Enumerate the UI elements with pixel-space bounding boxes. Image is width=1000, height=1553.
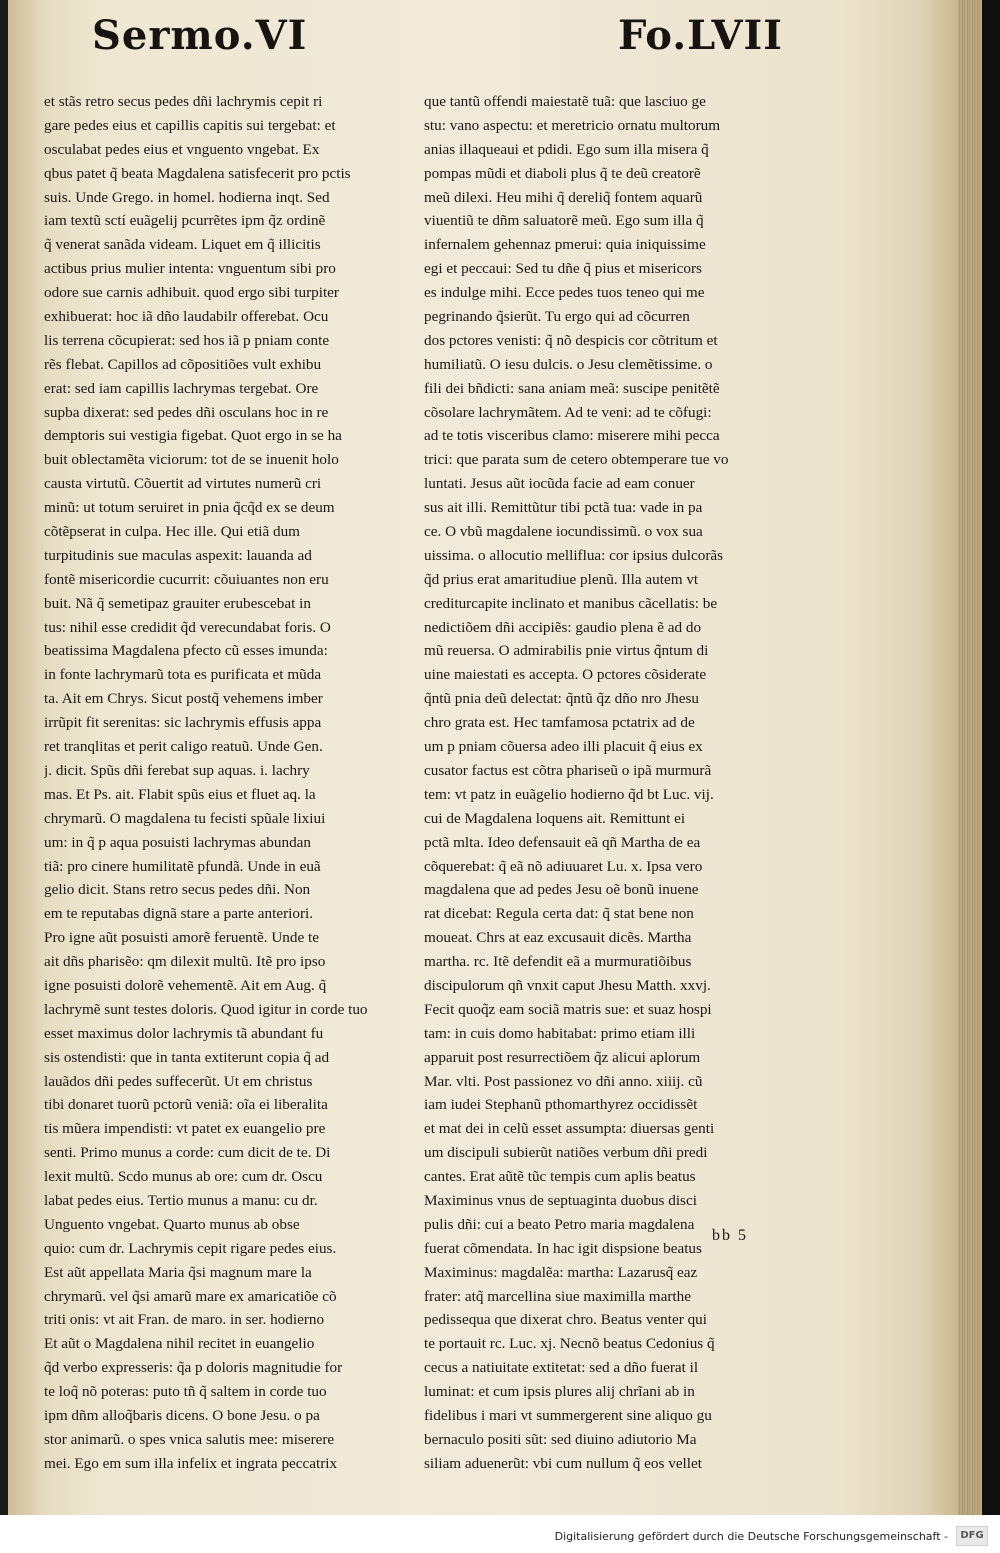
text-line: labat pedes eius. Tertio munus a manu: cu dr. (44, 1191, 318, 1209)
text-line: humiliatũ. O iesu dulcis. o Jesu clemẽtissime. o (424, 355, 713, 373)
text-line: sis ostendisti: que in tanta extiterunt copia q̃ ad (44, 1048, 330, 1066)
text-line: causta virtutũ. Cõuertit ad virtutes numerũ cri (44, 475, 322, 493)
text-line: ta. Ait em Chrys. Sicut postq̃ vehemens imber (44, 690, 323, 708)
text-line: te loq̃ nõ poteras: puto tñ q̃ saltem in corde tuo (44, 1383, 327, 1401)
text-line: pompas mũdi et diaboli plus q̃ te deũ creatorẽ (424, 164, 701, 182)
text-line: te portauit rc. Luc. xj. Necnõ beatus Cedonius q̃ (424, 1335, 715, 1353)
text-line: stu: vano aspectu: et meretricio ornatu multorum (424, 116, 721, 134)
text-line: que tantũ offendi maiestatẽ tuã: que lasciuo ge (424, 93, 706, 110)
text-line: tem: vt patz in euãgelio hodierno q̃d bt Luc. vij. (424, 785, 714, 803)
text-line: iam textũ sctí euãgelij pcurrẽtes ipm q̃z ordinẽ (44, 212, 326, 230)
text-line: exhibuerat: hoc iã dño laudabilr offerebat. Ocu (44, 308, 329, 326)
text-line: stor animarũ. o spes vnica salutis mee: miserere (44, 1430, 335, 1448)
text-line: rat dicebat: Regula certa dat: q̃ stat bene non (424, 905, 694, 923)
text-line: lexit multũ. Scdo munus ab ore: cum dr. Oscu (44, 1168, 323, 1186)
text-line: turpitudinis sue maculas aspexit: lauanda ad (44, 546, 312, 564)
text-line: mũ reuersa. O admirabilis pnie virtus q̃ntum di (424, 642, 709, 660)
text-line: actibus prius mulier intenta: vnguentum sibi pro (44, 260, 336, 278)
text-line: meũ dilexi. Heu mihi q̃ dereliq̃ fontem aquarũ (424, 188, 703, 206)
text-line: es indulge mihi. Ecce pedes tuos teneo qui me (424, 284, 705, 302)
text-line: Mar. vlti. Post passionez vo dñi anno. xiiij. cũ (424, 1072, 703, 1090)
text-line: ait dñs pharisẽo: qm dilexit multũ. Itẽ pro ipso (44, 953, 326, 971)
text-line: ret tranqlitas et perit caligo reatuũ. Unde Gen. (44, 738, 323, 756)
text-line: Maximinus: magdalẽa: martha: Lazarusq̃ eaz (424, 1263, 698, 1281)
text-line: ce. O vbũ magdalene iocundissimũ. o vox sua (424, 523, 703, 541)
text-line: tus: nihil esse credidit q̃d verecundabat foris. O (44, 618, 331, 636)
text-line: fili dei bñdicti: sana aniam meã: suscipe penitẽtẽ (424, 379, 720, 397)
text-line: q̃ venerat sanãda videam. Liquet em q̃ illicitis (44, 236, 321, 254)
binding-shadow (982, 0, 1000, 1515)
text-line: moueat. Chrs at eaz excusauit dicẽs. Martha (424, 929, 692, 947)
text-line: luminat: et cum ipsis plures alij chrĩani ab in (424, 1383, 695, 1401)
text-line: dos pctores venisti: q̃ nõ despicis cor cõtritum et (424, 331, 718, 349)
text-line: bernaculo positi sũt: sed diuino adiutorio Ma (424, 1430, 697, 1448)
text-line: j. dicit. Spũs dñi ferebat sup aquas. i. lachry (44, 761, 310, 779)
text-line: erat: sed iam capillis lachrymas tergebat. Ore (44, 379, 319, 397)
text-line: um discipuli subierũt natiões verbum dñi predi (424, 1144, 708, 1162)
text-line: viuentiũ te dñm saluatorẽ meũ. Ego sum illa q̃ (424, 212, 704, 230)
text-column-left (44, 90, 400, 1476)
text-line: fidelibus i mari vt summergerent sine aliquo gu (424, 1406, 712, 1424)
text-line: sus ait illi. Remittũtur tibi pctã tua: vade in pa (424, 499, 703, 517)
text-line: discipulorum qñ vnxit caput Jhesu Matth. xxvj. (424, 976, 711, 994)
text-line: gelio dicit. Stans retro secus pedes dñi. Non (44, 881, 311, 899)
footer-credit: Digitalisierung gefördert durch die Deutsche Forschungsgemeinschaft - (554, 1530, 948, 1543)
text-line: buit. Nã q̃ semetipaz grauiter erubescebat in (44, 594, 311, 612)
text-line: pctã mlta. Ideo defensauit eã qñ Martha de ea (424, 833, 701, 851)
text-line: odore sue carnis adhibuit. quod ergo sibi turpiter (44, 284, 339, 302)
text-line: cusator factus est cõtra phariseũ o ipã murmurã (424, 761, 712, 779)
text-line: demptoris sui vestigia figebat. Quot ergo in se ha (44, 427, 342, 445)
text-line: trici: que parata sum de cetero obtemperare tue vo (424, 451, 729, 469)
text-line: q̃d verbo expresseris: q̃a p doloris magnitudie for (44, 1359, 343, 1377)
text-line: cõtẽpserat in culpa. Hec ille. Qui etiã dum (44, 523, 300, 541)
text-line: irrũpit fit serenitas: sic lachrymis effusis appa (44, 714, 322, 732)
text-line: egi et peccaui: Sed tu dñe q̃ pius et misericors (424, 260, 702, 278)
text-line: gare pedes eius et capillis capitis sui tergebat: et (44, 116, 336, 134)
text-line: chro grata est. Hec tamfamosa pctatrix ad de (424, 714, 695, 732)
text-line: tiã: pro cinere humilitatẽ pfundã. Unde in euã (44, 857, 321, 875)
text-line: frater: atq̃ marcellina siue maximilla marthe (424, 1287, 691, 1305)
text-line: mas. Et Ps. ait. Flabit spũs eius et fluet aq. la (44, 785, 316, 803)
dfg-logo: DFG (956, 1526, 988, 1546)
text-column-right (424, 90, 788, 1476)
text-line: cõquerebat: q̃ eã nõ adiuuaret Lu. x. Ipsa vero (424, 857, 703, 875)
text-line: buit oblectamẽta viciorum: tot de se inuenit holo (44, 451, 339, 469)
text-line: tis mũera impendisti: vt patet ex euangelio pre (44, 1120, 326, 1138)
text-line: siliam aduenerũt: vbi cum nullum q̃ eos vellet (424, 1454, 702, 1472)
text-line: um p pniam cõuersa adeo illi placuit q̃ eius ex (424, 738, 703, 756)
text-line: uine maiestati es accepta. O pctores cõsiderate (424, 666, 707, 684)
text-line: q̃d prius erat amaritudiue plenũ. Illa autem vt (424, 570, 699, 588)
text-line: tam: in cuis domo habitabat: primo etiam illi (424, 1024, 696, 1042)
text-line: ad te totis visceribus clamo: miserere mihi pecca (424, 427, 720, 445)
text-line: in fonte lachrymarũ tota es purificata et mũda (44, 666, 322, 684)
text-line: infernalem gehennaz pmerui: quia iniquissime (424, 236, 706, 254)
text-line: magdalena que ad pedes Jesu oẽ bonũ inuene (424, 881, 699, 899)
text-line: lachrymẽ sunt testes doloris. Quod igitur in corde tuo (44, 1000, 368, 1018)
text-line: um: in q̃ p aqua posuisti lachrymas abundan (44, 833, 311, 851)
text-line: cui de Magdalena loquens ait. Remittunt ei (424, 809, 686, 827)
text-line: anias illaqueaui et pdidi. Ego sum illa misera q̃ (424, 140, 709, 158)
text-line: tibi donaret tuorũ pctorũ veniã: oĩa ei liberalita (44, 1096, 328, 1114)
text-line: luntati. Jesus aũt iocũda facie ad eam conuer (424, 475, 695, 493)
text-line: et stãs retro secus pedes dñi lachrymis cepit ri (44, 93, 323, 110)
text-line: fontẽ misericordie cucurrit: cõuiuantes non eru (44, 570, 329, 588)
text-line: Et aũt o Magdalena nihil recitet in euangelio (44, 1335, 315, 1353)
text-line: crediturcapite inclinato et manibus cãcellatis: be (424, 594, 718, 612)
running-head-left: Sermo.VI (92, 12, 308, 59)
text-line: cõsolare lachrymãtem. Ad te veni: ad te cõfugi: (424, 403, 712, 421)
text-line: Unguento vngebat. Quarto munus ab obse (44, 1215, 300, 1233)
text-line: pulis dñi: cui a beato Petro maria magdalena (424, 1215, 695, 1233)
text-line: senti. Primo munus a corde: cum dicit de te. Di (44, 1144, 331, 1162)
text-line: qbus patet q̃ beata Magdalena satisfecerit pro pctis (44, 164, 351, 182)
text-line: pedissequa que dixerat chro. Beatus venter qui (424, 1311, 707, 1329)
text-line: lis terrena cõcupierat: sed hos iã p pniam conte (44, 331, 330, 349)
running-head-right: Fo.LVII (618, 12, 783, 59)
text-line: Pro igne aũt posuisti amorẽ feruentẽ. Unde te (44, 929, 319, 947)
text-line: et mat dei in celũ esset assumpta: diuersas genti (424, 1120, 715, 1138)
text-line: Maximinus vnus de septuaginta duobus disci (424, 1191, 697, 1209)
text-line: Fecit quoq̃z eam sociã matris sue: et suaz hospi (424, 1000, 712, 1018)
text-line: cantes. Erat aũtẽ tũc tempis cum aplis beatus (424, 1168, 696, 1186)
text-line: uissima. o allocutio melliflua: cor ipsius dulcorãs (424, 546, 724, 564)
text-line: nedictiõem dñi accipiẽs: gaudio plena ẽ ad do (424, 618, 702, 636)
text-line: chrymarũ. O magdalena tu fecisti spũale lixiui (44, 809, 326, 827)
text-line: quio: cum dr. Lachrymis cepit rigare pedes eius. (44, 1239, 337, 1257)
text-line: Est aũt appellata Maria q̃si magnum mare la (44, 1263, 312, 1281)
text-line: chrymarũ. vel q̃si amarũ mare ex amaricatiõe cõ (44, 1287, 337, 1305)
text-line: cecus a natiuitate extitetat: sed a dño fuerat il (424, 1359, 699, 1377)
text-line: igne posuisti dolorẽ vehementẽ. Ait em Aug. q̃ (44, 976, 327, 994)
text-line: supba dixerat: sed pedes dñi osculans hoc in re (44, 403, 329, 421)
text-line: mei. Ego em sum illa infelix et ingrata peccatrix (44, 1454, 338, 1472)
text-line: esset maximus dolor lachrymis tã abundant fu (44, 1024, 324, 1042)
text-line: rẽs flebat. Capillos ad cõpositiões vult exhibu (44, 355, 322, 373)
text-line: pegrinando q̃sierũt. Tu ergo qui ad cõcurren (424, 308, 690, 326)
text-line: triti onis: vt ait Fran. de maro. in ser. hodierno (44, 1311, 325, 1329)
text-line: q̃ntũ pnia deũ delectat: q̃ntũ q̃z dño nro Jhesu (424, 690, 699, 708)
text-line: apparuit post resurrectiõem q̃z alicui aplorum (424, 1048, 701, 1066)
text-line: beatissima Magdalena pfecto cũ esses imunda: (44, 642, 328, 660)
text-line: em te reputabas dignã stare a parte anteriori. (44, 905, 314, 923)
signature-mark: bb 5 (712, 1227, 748, 1244)
text-line: suis. Unde Grego. in homel. hodierna inqt. Sed (44, 188, 330, 206)
page-edge (958, 0, 982, 1515)
text-line: lauãdos dñi pedes suffecerũt. Ut em christus (44, 1072, 313, 1090)
text-line: minũ: ut totum seruiret in pnia q̃cq̃d ex se deum (44, 499, 335, 517)
text-line: osculabat pedes eius et vnguento vngebat. Ex (44, 140, 320, 158)
text-line: iam iudei Stephanũ pthomarthyrez occidissẽt (424, 1096, 698, 1114)
text-line: martha. rc. Itẽ defendit eã a murmuratiõibus (424, 953, 692, 971)
text-line: fuerat cõmendata. In hac igit dispsione beatus (424, 1239, 702, 1257)
text-line: ipm dñm alloq̃baris dicens. O bone Jesu. o pa (44, 1406, 320, 1424)
